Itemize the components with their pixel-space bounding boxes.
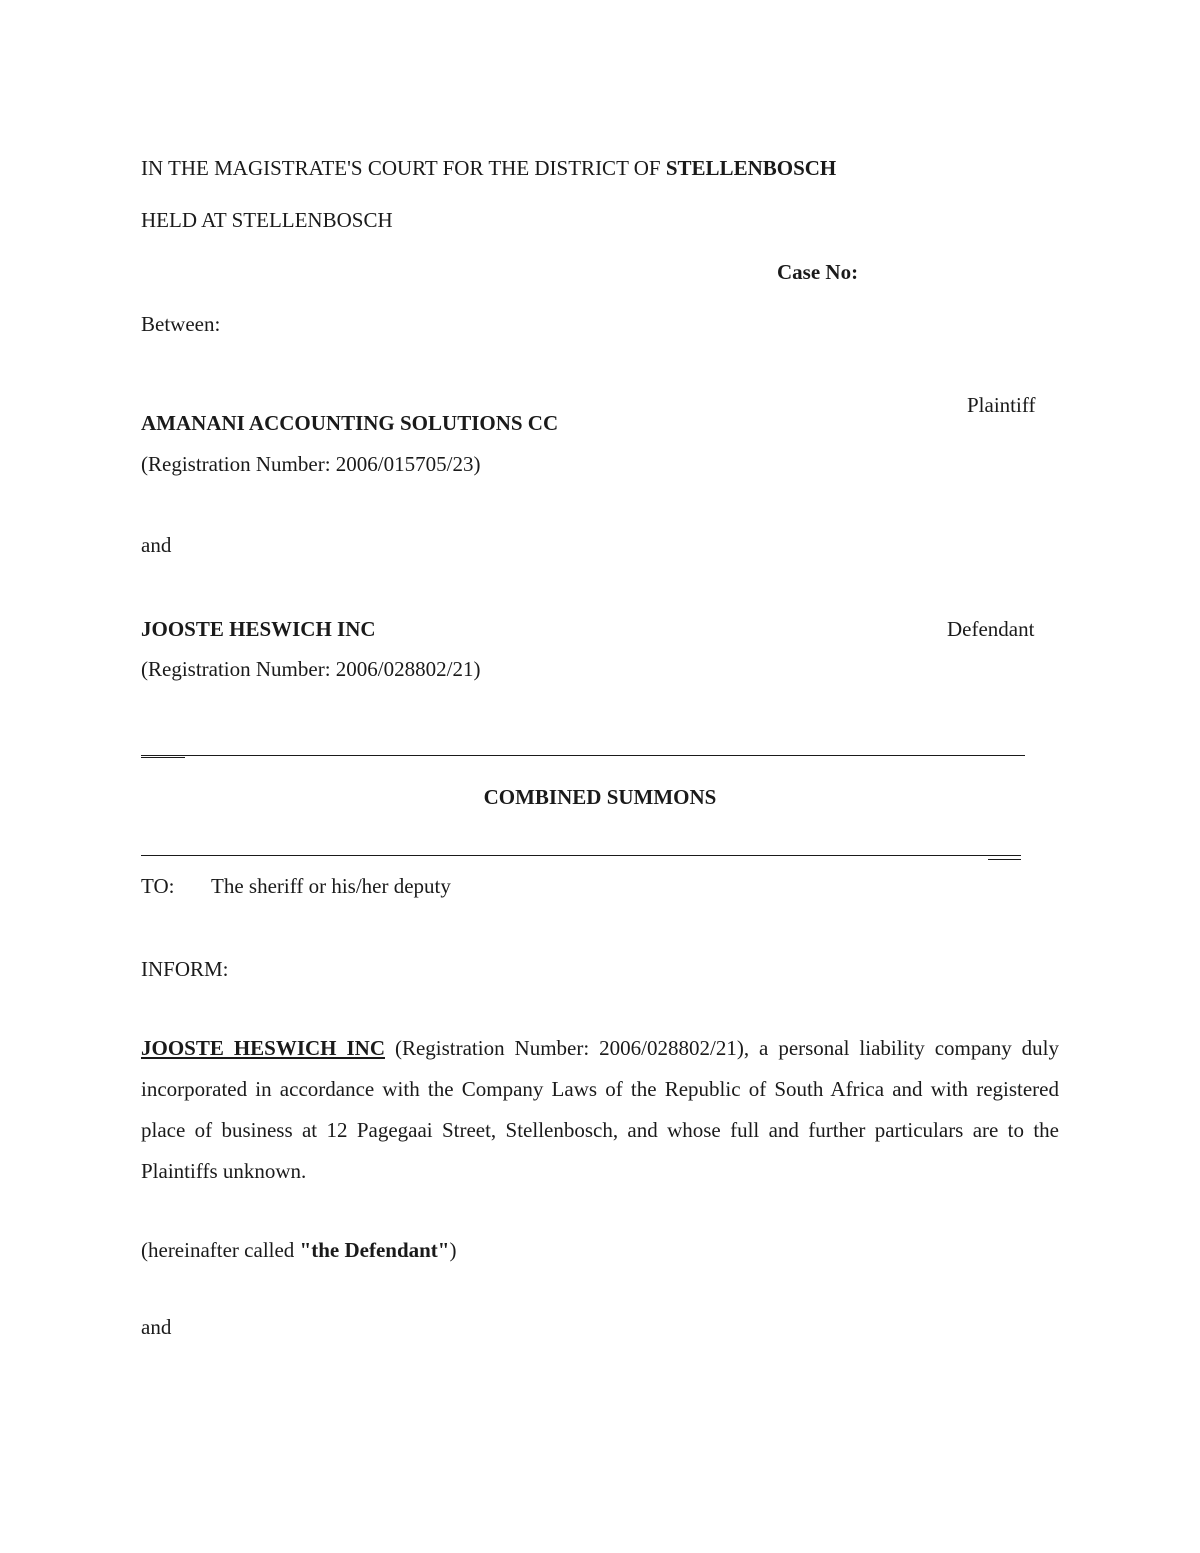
hereinafter-suffix: ) bbox=[449, 1238, 457, 1262]
plaintiff-role: Plaintiff bbox=[967, 393, 1036, 417]
hereinafter-term: "the Defendant" bbox=[299, 1238, 450, 1262]
hereinafter-line bbox=[141, 1237, 456, 1263]
hereinafter-prefix: (hereinafter called bbox=[141, 1238, 300, 1262]
inform-label: INFORM: bbox=[141, 957, 229, 981]
to-value: The sheriff or his/her deputy bbox=[211, 874, 451, 898]
title-top-rule bbox=[141, 755, 1025, 756]
district-name: STELLENBOSCH bbox=[665, 156, 837, 180]
court-heading bbox=[141, 155, 836, 181]
to-line bbox=[141, 873, 451, 899]
to-label: TO: bbox=[141, 874, 175, 898]
held-at-line: HELD AT STELLENBOSCH bbox=[141, 208, 393, 232]
title-bottom-rule-accent bbox=[988, 859, 1021, 860]
document-title: COMBINED SUMMONS bbox=[483, 785, 717, 809]
defendant-name: JOOSTE HESWICH INC bbox=[141, 617, 376, 641]
case-number-label: Case No: bbox=[777, 260, 859, 284]
defendant-role: Defendant bbox=[947, 617, 1035, 641]
defendant-name-underlined: JOOSTE HESWICH INC bbox=[141, 1036, 385, 1060]
and-separator: and bbox=[141, 533, 172, 557]
defendant-description-text: (Registration Number: 2006/028802/21), a personal liability company duly incorporated in accordance with the Company Laws of the Republic of South Africa and with registered place of business at 12 Pagegaai Street, Stellenbosch, and whose full and further particulars are to the Plaintiffs unknown. bbox=[141, 1036, 1059, 1183]
title-bottom-rule bbox=[141, 855, 1021, 856]
plaintiff-name: AMANANI ACCOUNTING SOLUTIONS CC bbox=[141, 411, 559, 435]
court-prefix: IN THE MAGISTRATE'S COURT FOR THE DISTRICT OF bbox=[141, 156, 666, 180]
between-label: Between: bbox=[141, 312, 221, 336]
plaintiff-registration: (Registration Number: 2006/015705/23) bbox=[141, 452, 481, 476]
defendant-description-paragraph bbox=[141, 1028, 1059, 1192]
defendant-registration: (Registration Number: 2006/028802/21) bbox=[141, 657, 481, 681]
closing-and: and bbox=[141, 1315, 172, 1339]
title-top-rule-accent bbox=[141, 757, 185, 758]
